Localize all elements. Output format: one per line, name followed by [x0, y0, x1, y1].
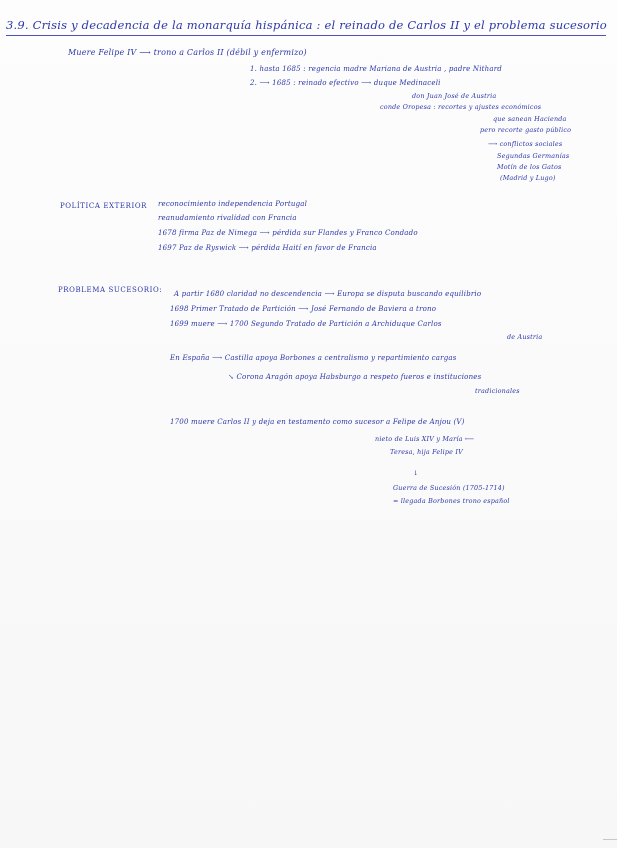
reign-note-6: Segundas Germanías	[497, 152, 570, 160]
reign-note-5: ⟶ conflictos sociales	[488, 140, 563, 148]
death-line-1: 1700 muere Carlos II y deja en testamento como sucesor a Felipe de Anjou (V)	[170, 418, 465, 426]
reign-note-7: Motín de los Gatos	[497, 163, 562, 171]
reign-line-1: Muere Felipe IV ⟶ trono a Carlos II (débil y enfermizo)	[68, 48, 307, 57]
reign-note-8: (Madrid y Lugo)	[500, 174, 556, 182]
sucesorio-line-1: A partir 1680 claridad no descendencia ⟶ Europa se disputa buscando equilibrio	[174, 290, 482, 298]
death-line-2: nieto de Luis XIV y María ⟵	[375, 435, 475, 443]
spain-line-1: En España ⟶ Castilla apoya Borbones a centralismo y repartimiento cargas	[170, 354, 457, 362]
sucesorio-line-3: 1699 muere ⟶ 1700 Segundo Tratado de Partición a Archiduque Carlos	[170, 320, 442, 328]
reign-note-4: pero recorte gasto público	[480, 126, 572, 134]
war-arrow: ↓	[413, 469, 419, 477]
exterior-line-3: 1678 firma Paz de Nimega ⟶ pérdida sur Flandes y Franco Condado	[158, 229, 418, 237]
section-heading-exterior: POLÍTICA EXTERIOR	[60, 202, 148, 210]
spain-line-2: ↘ Corona Aragón apoya Habsburgo a respeto fueros e instituciones	[228, 373, 482, 381]
sucesorio-line-2: 1698 Primer Tratado de Partición ⟶ José Fernando de Baviera a trono	[170, 305, 437, 313]
page-title: 3.9. Crisis y decadencia de la monarquía hispánica : el reinado de Carlos II y el problema sucesorio	[6, 18, 607, 32]
spain-line-3: tradicionales	[475, 387, 520, 395]
reign-note-3: que sanean Hacienda	[493, 115, 567, 123]
exterior-line-2: reanudamiento rivalidad con Francia	[158, 214, 297, 222]
exterior-line-1: reconocimiento independencia Portugal	[158, 200, 308, 208]
paper-edge-mark	[603, 839, 617, 846]
section-heading-sucesorio: PROBLEMA SUCESORIO:	[58, 286, 163, 294]
title-underline	[6, 35, 606, 36]
reign-phase-1: 1. hasta 1685 : regencia madre Mariana de Austria , padre Nithard	[250, 65, 502, 73]
reign-phase-2: 2. ⟶ 1685 : reinado efectivo ⟶ duque Medinaceli	[250, 79, 441, 87]
exterior-line-4: 1697 Paz de Ryswick ⟶ pérdida Haití en favor de Francia	[158, 244, 377, 252]
war-line-1: Guerra de Sucesión (1705-1714)	[393, 484, 505, 492]
war-line-2: = llegada Borbones trono español	[393, 497, 510, 505]
sucesorio-line-3b: de Austria	[507, 333, 543, 341]
death-line-3: Teresa, hija Felipe IV	[390, 448, 463, 456]
reign-note-2: conde Oropesa : recortes y ajustes económicos	[380, 103, 542, 111]
reign-note-1: don Juan José de Austria	[412, 92, 497, 100]
